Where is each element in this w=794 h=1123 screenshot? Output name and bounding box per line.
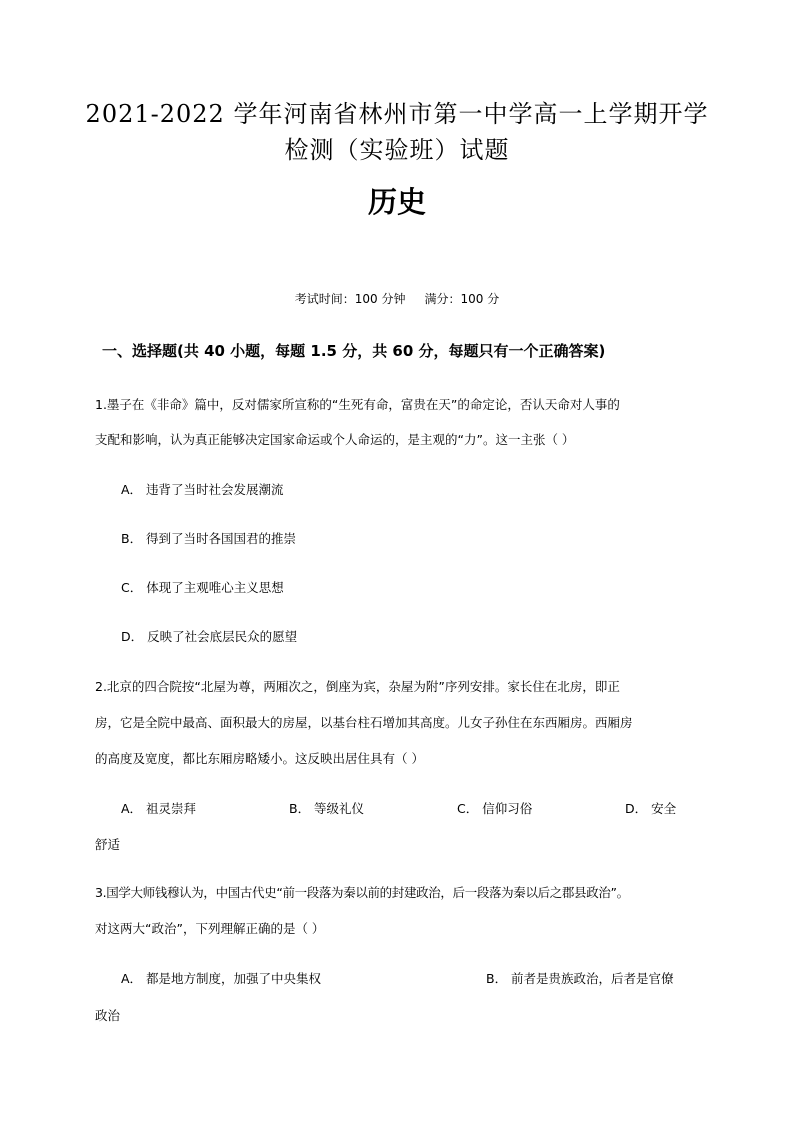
question-1-option-c: C． 体现了主观唯心主义思想 [121,580,284,595]
question-1-text-line: 1.墨子在《非命》篇中，反对儒家所宣称的“生死有命，富贵在天”的命定论，否认天命对人事的 [95,397,620,412]
question-2-option-d: D． 安全 [625,801,677,816]
question-3-text-line: 对这两大“政治”，下列理解正确的是（ ） [95,921,325,936]
question-1-option-d: D． 反映了社会底层民众的愿望 [121,629,298,644]
question-2-option-d-wrap: 舒适 [95,837,121,852]
question-2-option-a: A． 祖灵崇拜 [121,801,197,816]
question-3-option-a: A． 都是地方制度，加强了中央集权 [121,971,322,986]
question-1-text-line: 支配和影响，认为真正能够决定国家命运或个人命运的，是主观的“力”。这一主张（ ） [95,432,575,447]
question-2-option-c: C． 信仰习俗 [457,801,533,816]
question-1-option-a: A． 违背了当时社会发展潮流 [121,482,284,497]
exam-info: 考试时间：100 分钟 满分：100 分 [294,292,500,306]
exam-title-line-1: 2021-2022 学年河南省林州市第一中学高一上学期开学 [85,100,709,128]
exam-title-line-2: 检测（实验班）试题 [284,136,510,164]
subject-title: 历史 [367,185,426,219]
question-2-text-line: 的高度及宽度，都比东厢房略矮小。这反映出居住具有（ ） [95,751,424,766]
question-3-text-line: 3.国学大师钱穆认为，中国古代史“前一段落为秦以前的封建政治，后一段落为秦以后之郡县政治”。 [95,885,629,900]
question-2-text-line: 2.北京的四合院按“北屋为尊，两厢次之，倒座为宾，杂屋为附”序列安排。家长住在北房，即正 [95,679,620,694]
question-3-option-b-wrap: 政治 [95,1008,121,1023]
section-heading: 一、选择题(共 40 小题，每题 1.5 分，共 60 分，每题只有一个正确答案) [102,342,606,360]
question-2-option-b: B． 等级礼仪 [289,801,365,816]
question-2-text-line: 房，它是全院中最高、面积最大的房屋，以基台柱石增加其高度。儿女子孙住在东西厢房。西厢房 [95,715,633,730]
question-1-option-b: B． 得到了当时各国国君的推崇 [121,531,297,546]
question-3-option-b: B． 前者是贵族政治，后者是官僚 [486,971,674,986]
